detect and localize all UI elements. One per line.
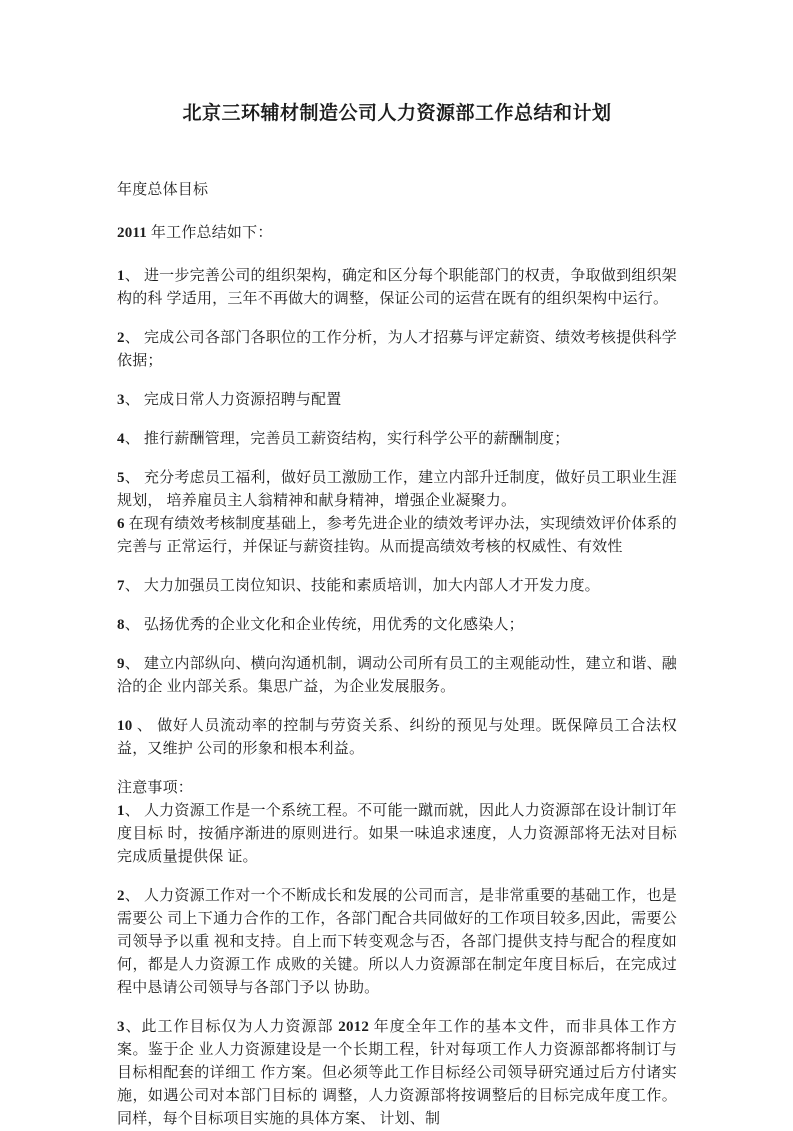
summary-item-9: 9、 建立内部纵向、横向沟通机制，调动公司所有员工的主观能动性，建立和谐、融洽的企 业内部关系。集思广益，为企业发展服务。 (117, 656, 677, 695)
note-item-3: 3、此工作目标仅为人力资源部 2012 年度全年工作的基本文件，而非具体工作方案。鉴于企 业人力资源建设是一个长期工程，针对每项工作人力资源部都将制订与目标相配套的详细工 作方案。但必须等此工作目标经公司领导研究通过后方付诸实施，如遇公司对本部门目标的 调整，人力资源部将按调整后的目标完成年度工作。同样，每个目标项目实施的具体方案、 计划、制 (117, 1019, 677, 1127)
summary-item-6: 6 在现有绩效考核制度基础上，参考先进企业的绩效考评办法，实现绩效评价体系的完善与 正常运行，并保证与薪资挂钩。从而提高绩效考核的权威性、有效性 (117, 516, 677, 555)
summary-intro: 2011 年工作总结如下： (117, 225, 273, 241)
summary-item-7: 7、 大力加强员工岗位知识、技能和素质培训，加大内部人才开发力度。 (117, 578, 600, 594)
summary-item-4: 4、 推行薪酬管理，完善员工薪资结构，实行科学公平的薪酬制度； (117, 431, 570, 447)
note-item-2: 2、 人力资源工作对一个不断成长和发展的公司而言，是非常重要的基础工作，也是需要公 司上下通力合作的工作，各部门配合共同做好的工作项目较多,因此，需要公司领导予以重 视和支持。自上而下转变观念与否，各部门提供支持与配合的程度如何，都是人力资源工作 成败的关键。所以人力资源部在制定年度目标后，在完成过程中恳请公司领导与各部门予以 协助。 (117, 888, 677, 996)
summary-item-10: 10 、 做好人员流动率的控制与劳资关系、纠纷的预见与处理。既保障员工合法权益，又维护 公司的形象和根本利益。 (117, 718, 677, 757)
annual-goal-heading: 年度总体目标 (117, 182, 209, 198)
summary-item-3: 3、 完成日常人力资源招聘与配置 (117, 392, 342, 408)
summary-item-8: 8、 弘扬优秀的企业文化和企业传统，用优秀的文化感染人； (117, 617, 524, 633)
notes-heading: 注意事项： (117, 780, 194, 796)
summary-item-5: 5、 充分考虑员工福利，做好员工激励工作，建立内部升迁制度，做好员工职业生涯规划， 培养雇员主人翁精神和献身精神，增强企业凝聚力。 (117, 470, 677, 509)
summary-item-1: 1、 进一步完善公司的组织架构，确定和区分每个职能部门的权责，争取做到组织架构的科 学适用，三年不再做大的调整，保证公司的运营在既有的组织架构中运行。 (117, 268, 677, 307)
note-item-1: 1、 人力资源工作是一个系统工程。不可能一蹴而就，因此人力资源部在设计制订年度目标 时，按循序渐进的原则进行。如果一味追求速度，人力资源部将无法对目标完成质量提供保 证。 (117, 803, 677, 865)
summary-item-2: 2、 完成公司各部门各职位的工作分析，为人才招募与评定薪资、绩效考核提供科学依据； (117, 330, 677, 369)
document-title: 北京三环辅材制造公司人力资源部工作总结和计划 (182, 103, 612, 124)
